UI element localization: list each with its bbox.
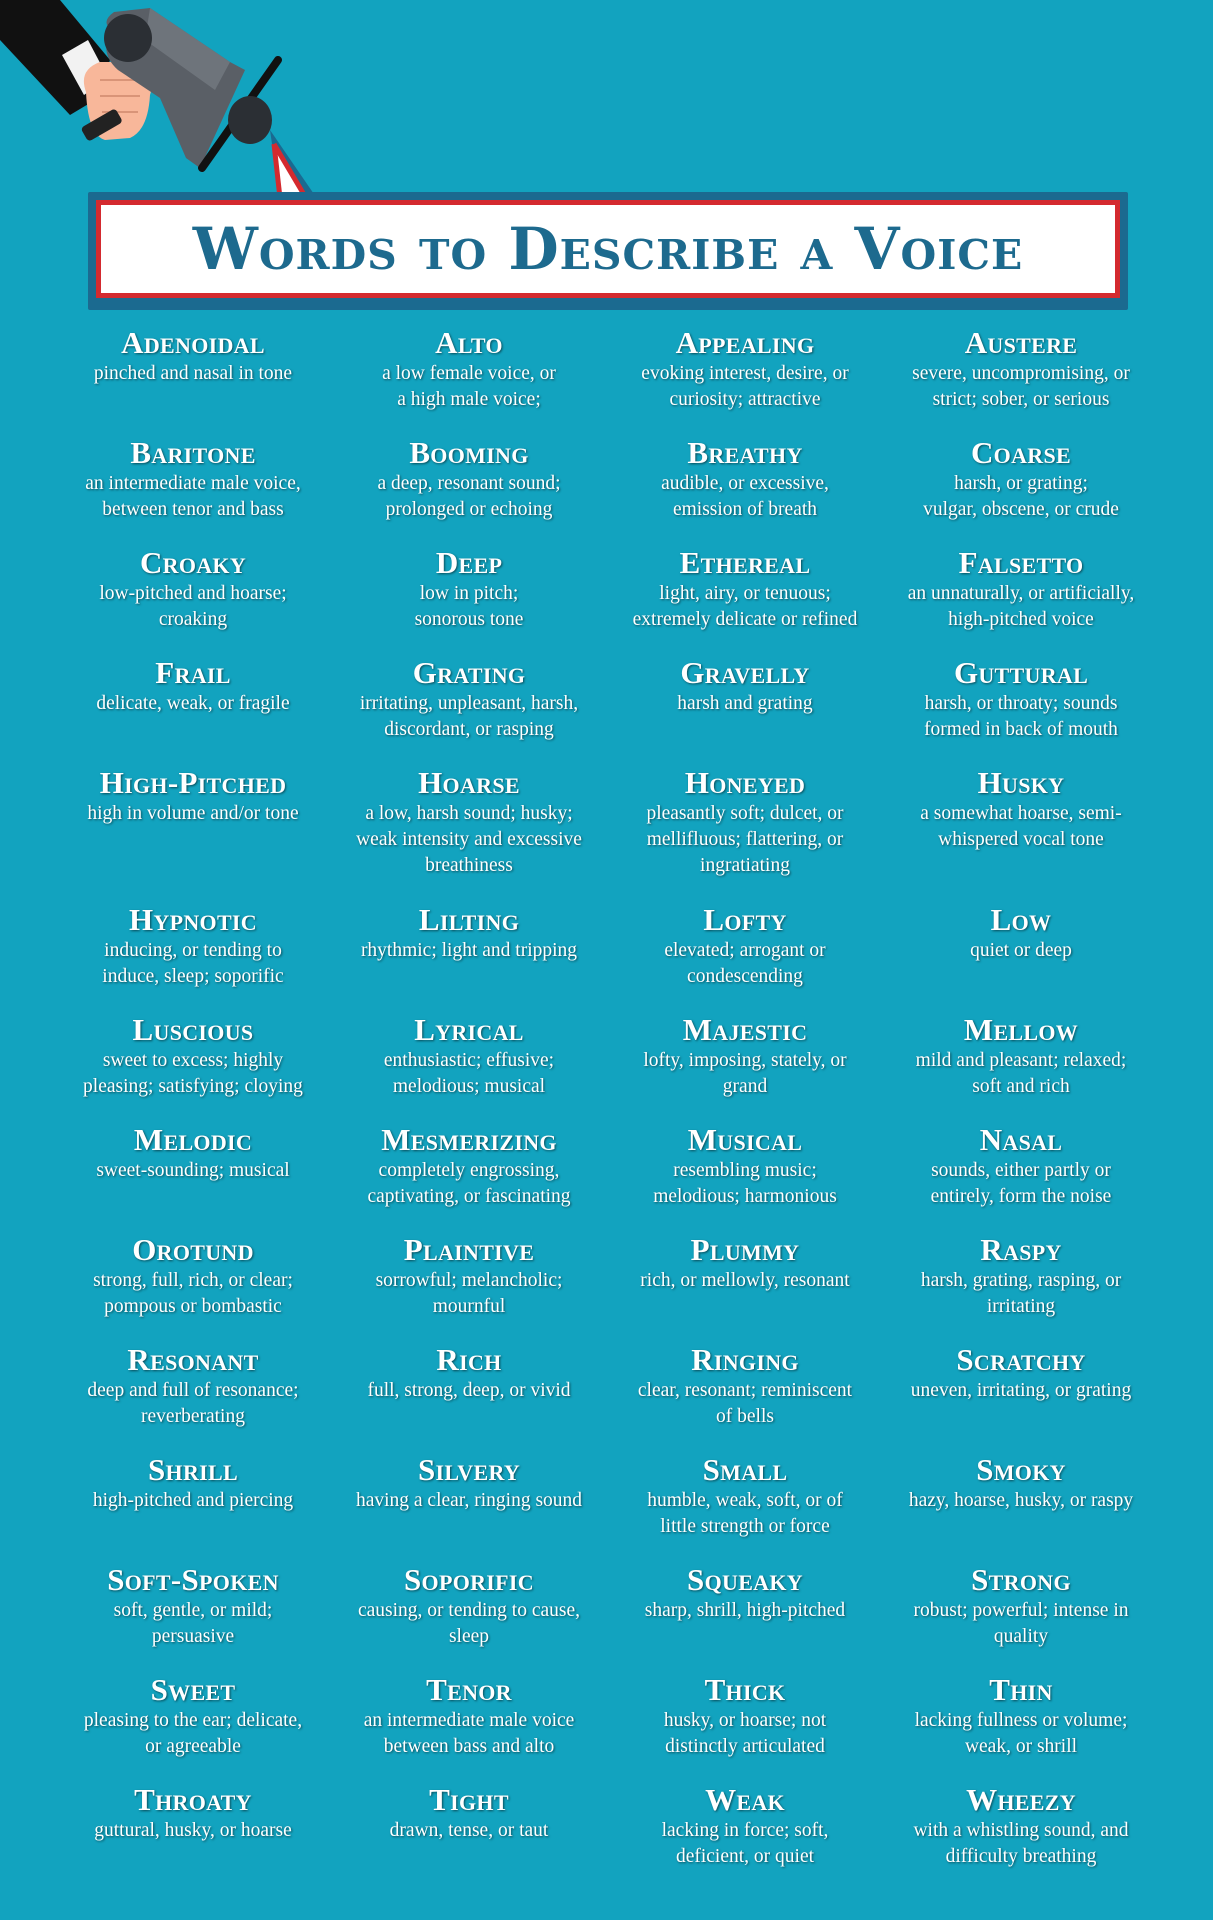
word-term: Baritone xyxy=(130,435,256,470)
title-banner xyxy=(88,192,1128,310)
word-definition: sweet to excess; highly pleasing; satisfying; cloying xyxy=(83,1050,303,1097)
word-definition: rhythmic; light and tripping xyxy=(360,940,578,961)
word-row xyxy=(55,545,1159,655)
word-definition: a low female voice, or a high male voice; xyxy=(382,363,556,410)
word-term: Coarse xyxy=(971,435,1071,470)
word-term: Grating xyxy=(412,655,526,690)
word-term: High-Pitched xyxy=(99,765,287,800)
word-entry xyxy=(55,435,331,545)
word-entry xyxy=(883,435,1159,545)
word-entry xyxy=(55,1342,331,1452)
word-term: Booming xyxy=(409,435,529,470)
word-term: Ethereal xyxy=(679,545,811,580)
word-definition: lacking fullness or volume; weak, or shrill xyxy=(914,1710,1128,1757)
word-definition: pleasing to the ear; delicate, or agreeable xyxy=(83,1710,303,1757)
word-term: Soporific xyxy=(404,1562,534,1597)
word-term: Adenoidal xyxy=(121,325,265,360)
word-definition: humble, weak, soft, or of little strength or force xyxy=(647,1490,843,1537)
word-entry xyxy=(55,902,331,1012)
word-term: Luscious xyxy=(132,1012,254,1047)
word-definition: harsh, or grating; vulgar, obscene, or crude xyxy=(923,473,1119,520)
word-entry xyxy=(331,1562,607,1672)
word-entry xyxy=(55,765,331,902)
word-term: Smoky xyxy=(976,1452,1066,1487)
word-term: Melodic xyxy=(133,1122,253,1157)
word-entry xyxy=(607,1012,883,1122)
word-term: Guttural xyxy=(953,655,1089,690)
word-definition: completely engrossing, captivating, or fascinating xyxy=(367,1160,571,1207)
word-entry xyxy=(331,765,607,902)
word-definition: sweet-sounding; musical xyxy=(96,1160,290,1181)
word-entry xyxy=(607,1232,883,1342)
word-definition: resembling music; melodious; harmonious xyxy=(653,1160,837,1207)
word-row xyxy=(55,325,1159,435)
word-term: Silvery xyxy=(417,1452,521,1487)
word-definition: guttural, husky, or hoarse xyxy=(94,1820,292,1841)
word-term: Frail xyxy=(155,655,231,690)
word-entry xyxy=(331,1342,607,1452)
word-definition: severe, uncompromising, or strict; sober, or serious xyxy=(912,363,1130,410)
word-definition: with a whistling sound, and difficulty breathing xyxy=(913,1820,1129,1867)
word-term: Mellow xyxy=(963,1012,1079,1047)
word-term: Thick xyxy=(704,1672,786,1707)
word-entry xyxy=(55,1672,331,1782)
word-definition: delicate, weak, or fragile xyxy=(96,693,290,714)
word-definition: drawn, tense, or taut xyxy=(389,1820,549,1841)
word-entry xyxy=(55,1232,331,1342)
word-term: Wheezy xyxy=(966,1782,1076,1817)
word-definition: harsh, or throaty; sounds formed in back of mouth xyxy=(924,693,1118,740)
title-box xyxy=(96,200,1120,298)
word-definition: uneven, irritating, or grating xyxy=(910,1380,1132,1401)
word-entry xyxy=(883,1782,1159,1892)
word-term: Mesmerizing xyxy=(381,1122,557,1157)
word-entry xyxy=(607,325,883,435)
word-definition: sounds, either partly or entirely, form the noise xyxy=(930,1160,1112,1207)
word-definition: deep and full of resonance; reverberating xyxy=(87,1380,299,1427)
word-entry xyxy=(883,545,1159,655)
word-entry xyxy=(607,1122,883,1232)
word-row xyxy=(55,765,1159,902)
word-term: Scratchy xyxy=(956,1342,1086,1377)
word-row xyxy=(55,655,1159,765)
word-term: Rich xyxy=(436,1342,502,1377)
word-term: Honeyed xyxy=(684,765,806,800)
word-term: Husky xyxy=(977,765,1065,800)
word-definition: elevated; arrogant or condescending xyxy=(664,940,826,987)
word-entry xyxy=(55,655,331,765)
word-term: Orotund xyxy=(132,1232,254,1267)
word-entry xyxy=(607,902,883,1012)
word-entry xyxy=(883,1012,1159,1122)
word-definition: pleasantly soft; dulcet, or mellifluous; flattering, or ingratiating xyxy=(646,803,844,876)
word-term: Appealing xyxy=(675,325,815,360)
word-definition: audible, or excessive, emission of breath xyxy=(661,473,829,520)
word-row xyxy=(55,1232,1159,1342)
word-term: Hypnotic xyxy=(129,902,257,937)
word-entry xyxy=(607,435,883,545)
word-row xyxy=(55,1452,1159,1562)
word-entry xyxy=(331,902,607,1012)
word-definition: evoking interest, desire, or curiosity; attractive xyxy=(641,363,849,410)
word-entry xyxy=(883,655,1159,765)
word-term: Breathy xyxy=(687,435,803,470)
word-term: Lilting xyxy=(418,902,520,937)
word-term: Plummy xyxy=(690,1232,800,1267)
word-definition: rich, or mellowly, resonant xyxy=(640,1270,850,1291)
word-definition: an intermediate male voice, between tenor and bass xyxy=(85,473,301,520)
word-definition: a deep, resonant sound; prolonged or echoing xyxy=(377,473,561,520)
word-entry xyxy=(883,1232,1159,1342)
word-entry xyxy=(331,435,607,545)
word-row xyxy=(55,1782,1159,1892)
word-row xyxy=(55,1012,1159,1122)
word-definition: low in pitch; sonorous tone xyxy=(414,583,524,630)
word-term: Squeaky xyxy=(687,1562,803,1597)
word-definition: high in volume and/or tone xyxy=(87,803,299,824)
word-entry xyxy=(883,765,1159,902)
word-definition: mild and pleasant; relaxed; soft and rich xyxy=(915,1050,1127,1097)
word-definition: having a clear, ringing sound xyxy=(355,1490,583,1511)
megaphone-icon xyxy=(0,0,300,200)
word-term: Tenor xyxy=(426,1672,512,1707)
word-term: Tight xyxy=(429,1782,509,1817)
word-entry xyxy=(883,325,1159,435)
word-definition: clear, resonant; reminiscent of bells xyxy=(637,1380,853,1427)
word-entry xyxy=(331,1232,607,1342)
word-definition: high-pitched and piercing xyxy=(92,1490,294,1511)
word-term: Majestic xyxy=(682,1012,808,1047)
word-entry xyxy=(55,1782,331,1892)
word-definition: a low, harsh sound; husky; weak intensity and excessive breathiness xyxy=(356,803,582,876)
word-definition: sorrowful; melancholic; mournful xyxy=(375,1270,563,1317)
word-entry xyxy=(607,1782,883,1892)
word-term: Lofty xyxy=(703,902,787,937)
word-definition: strong, full, rich, or clear; pompous or bombastic xyxy=(93,1270,293,1317)
word-row xyxy=(55,1342,1159,1452)
word-grid xyxy=(55,325,1159,1892)
word-entry xyxy=(883,902,1159,1012)
word-definition: inducing, or tending to induce, sleep; soporific xyxy=(102,940,284,987)
word-term: Sweet xyxy=(150,1672,236,1707)
word-definition: low-pitched and hoarse; croaking xyxy=(99,583,287,630)
word-term: Soft-Spoken xyxy=(107,1562,279,1597)
word-definition: enthusiastic; effusive; melodious; musical xyxy=(383,1050,555,1097)
word-definition: an intermediate male voice between bass and alto xyxy=(363,1710,575,1757)
word-entry xyxy=(55,545,331,655)
word-entry xyxy=(883,1122,1159,1232)
word-term: Raspy xyxy=(980,1232,1062,1267)
word-term: Nasal xyxy=(979,1122,1063,1157)
word-term: Ringing xyxy=(691,1342,799,1377)
word-entry xyxy=(331,1782,607,1892)
word-term: Low xyxy=(990,902,1052,937)
word-entry xyxy=(331,1122,607,1232)
word-row xyxy=(55,435,1159,545)
word-definition: lacking in force; soft, deficient, or quiet xyxy=(661,1820,829,1867)
word-term: Austere xyxy=(964,325,1078,360)
word-entry xyxy=(55,1452,331,1562)
word-term: Croaky xyxy=(139,545,247,580)
word-term: Shrill xyxy=(148,1452,238,1487)
word-definition: harsh, grating, rasping, or irritating xyxy=(920,1270,1122,1317)
word-term: Throaty xyxy=(134,1782,252,1817)
word-entry xyxy=(331,545,607,655)
word-term: Lyrical xyxy=(414,1012,524,1047)
word-definition: quiet or deep xyxy=(970,940,1072,961)
word-entry xyxy=(883,1452,1159,1562)
word-entry xyxy=(331,655,607,765)
word-definition: lofty, imposing, stately, or grand xyxy=(643,1050,847,1097)
word-entry xyxy=(883,1342,1159,1452)
word-entry xyxy=(607,1562,883,1672)
word-definition: full, strong, deep, or vivid xyxy=(367,1380,571,1401)
word-definition: harsh and grating xyxy=(677,693,813,714)
word-entry xyxy=(607,655,883,765)
word-entry xyxy=(607,1452,883,1562)
word-definition: pinched and nasal in tone xyxy=(93,363,293,384)
word-row xyxy=(55,1562,1159,1672)
word-term: Resonant xyxy=(127,1342,259,1377)
word-term: Falsetto xyxy=(958,545,1084,580)
word-definition: light, airy, or tenuous; extremely delicate or refined xyxy=(632,583,858,630)
word-definition: irritating, unpleasant, harsh, discordant, or rasping xyxy=(359,693,579,740)
word-entry xyxy=(331,1672,607,1782)
word-entry xyxy=(331,1452,607,1562)
word-entry xyxy=(607,1342,883,1452)
word-definition: robust; powerful; intense in quality xyxy=(913,1600,1129,1647)
word-term: Plaintive xyxy=(403,1232,535,1267)
word-term: Gravelly xyxy=(680,655,810,690)
word-definition: causing, or tending to cause, sleep xyxy=(357,1600,581,1647)
word-entry xyxy=(883,1562,1159,1672)
word-row xyxy=(55,902,1159,1012)
page-title: Words to Describe a Voice xyxy=(192,215,1024,283)
word-entry xyxy=(331,1012,607,1122)
word-entry xyxy=(55,325,331,435)
word-term: Hoarse xyxy=(418,765,520,800)
word-entry xyxy=(55,1562,331,1672)
word-term: Deep xyxy=(435,545,503,580)
word-entry xyxy=(55,1012,331,1122)
word-definition: soft, gentle, or mild; persuasive xyxy=(113,1600,273,1647)
word-term: Weak xyxy=(705,1782,785,1817)
word-term: Musical xyxy=(687,1122,803,1157)
word-entry xyxy=(607,1672,883,1782)
word-term: Strong xyxy=(971,1562,1071,1597)
word-entry xyxy=(607,765,883,902)
word-entry xyxy=(331,325,607,435)
word-definition: husky, or hoarse; not distinctly articulated xyxy=(663,1710,827,1757)
word-term: Small xyxy=(702,1452,788,1487)
word-definition: hazy, hoarse, husky, or raspy xyxy=(908,1490,1134,1511)
word-entry xyxy=(55,1122,331,1232)
word-entry xyxy=(607,545,883,655)
word-row xyxy=(55,1672,1159,1782)
word-definition: a somewhat hoarse, semi- whispered vocal tone xyxy=(920,803,1122,850)
word-term: Alto xyxy=(435,325,503,360)
word-definition: sharp, shrill, high-pitched xyxy=(644,1600,846,1621)
word-definition: an unnaturally, or artificially, high-pitched voice xyxy=(907,583,1135,630)
word-row xyxy=(55,1122,1159,1232)
word-entry xyxy=(883,1672,1159,1782)
word-term: Thin xyxy=(989,1672,1053,1707)
